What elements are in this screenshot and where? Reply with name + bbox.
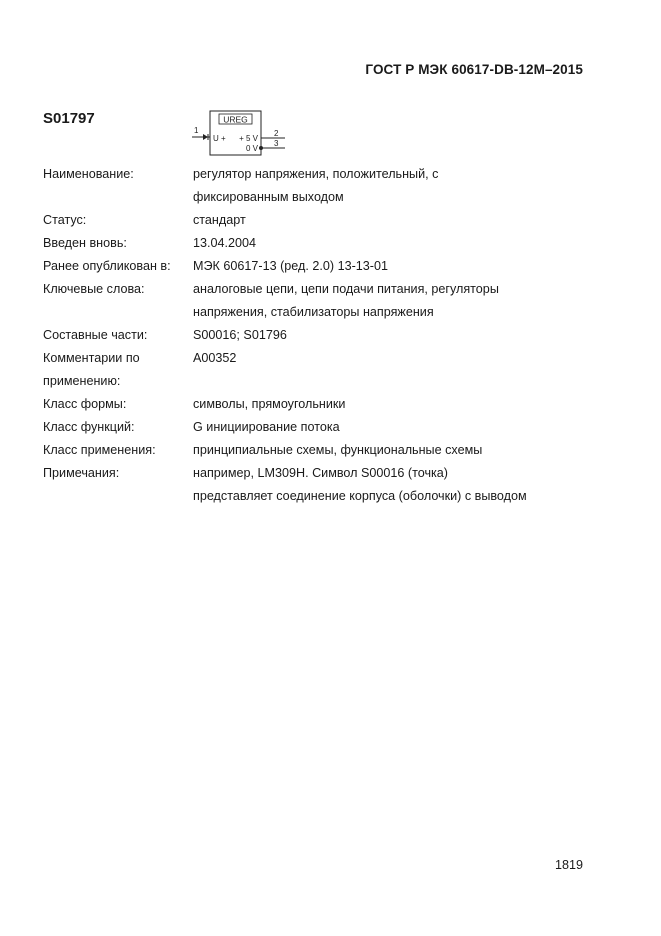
field-label: Составные части: xyxy=(43,328,148,342)
field-row-previously-published xyxy=(43,255,583,278)
pin-in-label: 1 xyxy=(194,126,199,135)
junction-dot xyxy=(259,146,263,150)
field-label: Класс формы: xyxy=(43,397,127,411)
field-row-application-notes xyxy=(43,347,583,393)
field-label: Ранее опубликован в: xyxy=(43,259,171,273)
label-u: U + xyxy=(213,134,226,143)
field-value: стандарт xyxy=(193,213,246,227)
document-header: ГОСТ Р МЭК 60617-DB-12M–2015 xyxy=(365,62,583,77)
field-value: МЭК 60617-13 (ред. 2.0) 13-13-01 xyxy=(193,259,388,273)
regulator-symbol xyxy=(190,109,290,162)
field-value: регулятор напряжения, положительный, с фиксированным выходом xyxy=(193,167,439,204)
field-row-shape-class xyxy=(43,393,583,416)
field-row-function-class xyxy=(43,416,583,439)
field-value: принципиальные схемы, функциональные схемы xyxy=(193,443,483,457)
pin-out-2-label: 3 xyxy=(274,139,279,148)
field-label: Статус: xyxy=(43,213,87,227)
field-row-name xyxy=(43,163,583,209)
symbol-code: S01797 xyxy=(43,110,95,127)
page-number: 1819 xyxy=(554,858,583,872)
field-label: Ключевые слова: xyxy=(43,282,145,296)
field-label: Комментарии по применению: xyxy=(43,351,140,388)
field-label: Введен вновь: xyxy=(43,236,127,250)
field-label: Класс применения: xyxy=(43,443,156,457)
field-label: Класс функций: xyxy=(43,420,135,434)
field-row-application-class xyxy=(43,439,583,462)
field-list xyxy=(43,163,583,508)
input-arrow xyxy=(203,134,208,140)
label-5v: + 5 V xyxy=(239,134,258,143)
label-0v: 0 V xyxy=(245,144,258,153)
regulator-symbol-graphic xyxy=(190,109,290,157)
field-row-introduced xyxy=(43,232,583,255)
field-value: символы, прямоугольники xyxy=(193,397,346,411)
field-row-status xyxy=(43,209,583,232)
field-row-components xyxy=(43,324,583,347)
field-value: S00016; S01796 xyxy=(193,328,287,342)
field-row-keywords xyxy=(43,278,583,324)
field-row-remarks xyxy=(43,462,583,508)
field-label: Наименование: xyxy=(43,167,134,181)
field-value: G инициирование потока xyxy=(193,420,340,434)
field-value: например, LM309H. Символ S00016 (точка) представляет соединение корпуса (оболочки) с выводом xyxy=(193,466,527,503)
field-value: 13.04.2004 xyxy=(193,236,257,250)
block-name: UREG xyxy=(223,114,248,125)
pin-out-1-label: 2 xyxy=(274,129,279,138)
field-value: аналоговые цепи, цепи подачи питания, регуляторы напряжения, стабилизаторы напряжения xyxy=(193,282,499,319)
field-label: Примечания: xyxy=(43,466,120,480)
field-value: A00352 xyxy=(193,351,237,365)
